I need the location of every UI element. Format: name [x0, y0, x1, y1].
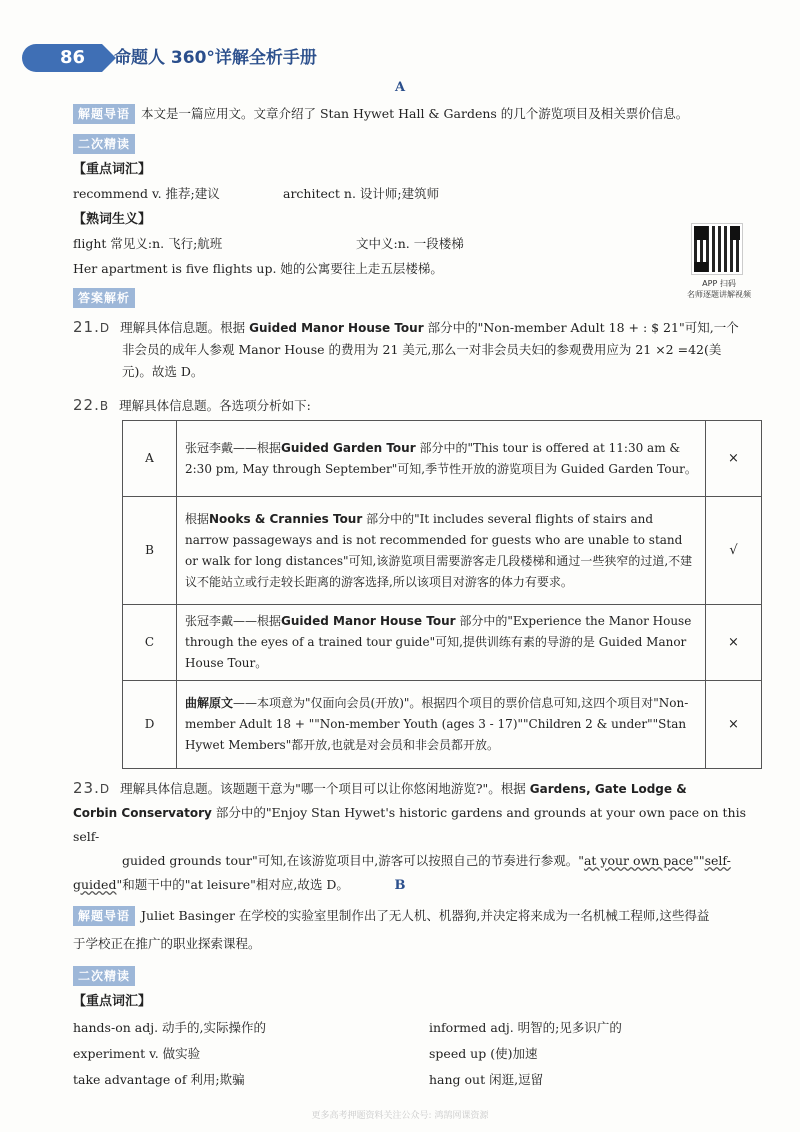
question-23: 23.D 理解具体信息题。该题题干意为"哪一个项目可以让你悠闲地游览?"。根据 Gardens, Gate Lodge & Corbin Conservatory 部分中的"Enjoy Stan Hywet's historic gardens and grounds at your own pace on this self- guided grounds tour"可知,在该游览项目中,游客可以按照自己的节奏进行参观。"at your own pace""self- guided"和题干中的"at leisure"相对应,故选 D。: [73, 779, 746, 892]
option-mark: ×: [706, 681, 762, 769]
option-label: D: [123, 681, 177, 769]
vocab-row: hands-on adj. 动手的,实际操作的 informed adj. 明智的;见多识广的: [73, 1020, 622, 1035]
familiar-example: Her apartment is five flights up. 她的公寓要往上走五层楼梯。: [73, 261, 443, 276]
second-read-tag: 二次精读: [73, 966, 135, 986]
option-analysis: 张冠李戴——根据Guided Manor House Tour 部分中的"Experience the Manor House through the eyes of a trained tour guide"可知,提供训练有素的导游的是 Guided Manor House Tour。: [177, 605, 706, 681]
option-analysis: 根据Nooks & Crannies Tour 部分中的"It includes several flights of stairs and narrow passageways and is not recommended for guests who are unable to stand or walk for long distances"可知,该游览项目需要游客走几段楼梯和通过一些狭窄的过道,不建议不能站立或行走较长距离的游客选择,所以该项目对游客的体力有要求。: [177, 497, 706, 605]
option-analysis: 曲解原文——本项意为"仅面向会员(开放)"。根据四个项目的票价信息可知,这四个项目对"Non-member Adult 18 + ""Non-member Youth (ages 3 - 17)""Children 2 & under""Stan Hywet Members"都开放,也就是对会员和非会员都开放。: [177, 681, 706, 769]
vocab-row: experiment v. 做实验 speed up (使)加速: [73, 1046, 538, 1061]
second-read-tag: 二次精读: [73, 134, 135, 154]
table-row: [123, 497, 762, 605]
guide-tag: 解题导语: [73, 104, 135, 124]
table-row: [123, 681, 762, 769]
section-b-guide: 解题导语 Juliet Basinger 在学校的实验室里制作出了无人机、机器狗,并决定将来成为一名机械工程师,这些得益: [73, 906, 709, 926]
table-row: [123, 421, 762, 497]
table-row: [123, 605, 762, 681]
key-vocab-title: 【重点词汇】: [73, 994, 152, 1009]
key-vocab-title: 【重点词汇】: [73, 162, 152, 177]
option-label: A: [123, 421, 177, 497]
familiar-title: 【熟词生义】: [73, 212, 152, 227]
answer-tag: 答案解析: [73, 288, 135, 308]
second-read-header: [73, 966, 135, 986]
page-number: 86: [22, 44, 102, 72]
section-b-letter: B: [394, 878, 406, 893]
guide-text: 本文是一篇应用文。文章介绍了 Stan Hywet Hall & Gardens 的几个游览项目及相关票价信息。: [141, 106, 689, 121]
familiar-meaning-row: flight 常见义:n. 飞行;航班 文中义:n. 一段楼梯: [73, 236, 464, 251]
question-21: 21.D 理解具体信息题。根据 Guided Manor House Tour 部分中的"Non-member Adult 18 + : $ 21"可知,一个 非会员的成年人参观 Manor House 的费用为 21 美元,那么一对非会员夫妇的参观费用应为 21 ×2 =42(美 元)。故选 D。: [73, 318, 739, 379]
section-b-guide-cont: 于学校正在推广的职业探索课程。: [73, 936, 261, 951]
option-label: C: [123, 605, 177, 681]
qr-caption: APP 扫码 名师逐题讲解视频: [687, 279, 751, 299]
qr-code-icon[interactable]: [692, 224, 742, 274]
page-header: [0, 44, 380, 72]
vocab-row: take advantage of 利用;欺骗 hang out 闲逛,逗留: [73, 1072, 544, 1087]
second-read-header: [73, 134, 135, 154]
option-mark: ×: [706, 421, 762, 497]
option-mark: √: [706, 497, 762, 605]
section-a-letter: A: [394, 80, 406, 95]
vocab-item: architect n. 设计师;建筑师: [283, 186, 440, 201]
vocab-item: recommend v. 推荐;建议: [73, 186, 220, 201]
question-22: 22.B 理解具体信息题。各选项分析如下:: [73, 396, 311, 414]
option-mark: ×: [706, 605, 762, 681]
option-label: B: [123, 497, 177, 605]
options-table: [122, 420, 762, 769]
section-a-guide: [73, 104, 688, 124]
key-vocab-row: [73, 185, 440, 203]
book-title: 命题人 360°详解全析手册: [114, 48, 317, 68]
option-analysis: 张冠李戴——根据Guided Garden Tour 部分中的"This tour is offered at 11:30 am & 2:30 pm, May through September"可知,季节性开放的游览项目为 Guided Garden Tour。: [177, 421, 706, 497]
guide-tag: 解题导语: [73, 906, 135, 926]
watermark: 更多高考押题资料关注公众号: 鸿鹄网课资源: [311, 1111, 489, 1121]
answer-header: [73, 288, 135, 308]
